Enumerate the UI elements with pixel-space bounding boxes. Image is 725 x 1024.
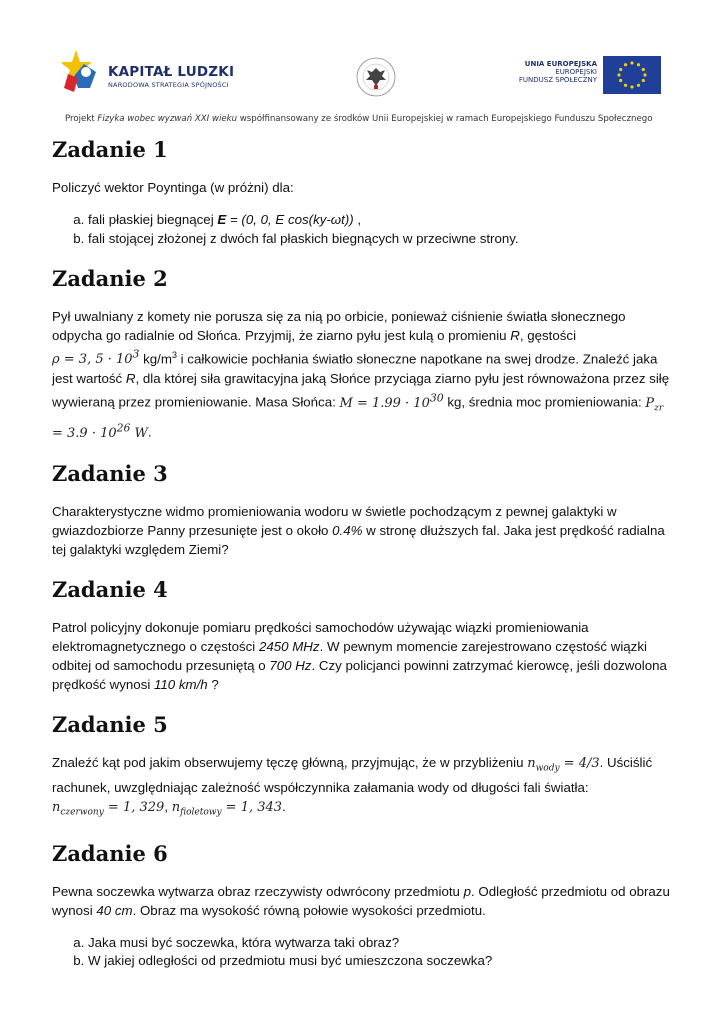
eu-line-2: EUROPEJSKI	[555, 68, 597, 76]
task-title: Zadanie 2	[52, 266, 168, 291]
kapital-ludzki-logo	[62, 48, 262, 98]
task-title: Zadanie 1	[52, 137, 168, 162]
task-text: Pewna soczewka wytwarza obraz rzeczywisty odwrócony przedmiotu p. Odległość przedmiotu od obrazu wynosi 40 cm. Obraz ma wysokość równą połowie wysokości przedmiotu.	[52, 883, 670, 918]
eu-flag-icon	[603, 56, 661, 94]
kapital-ludzki-star-icon	[62, 48, 102, 94]
task-list	[52, 934, 677, 971]
vector-e: E	[217, 212, 227, 227]
list-item	[88, 211, 677, 230]
kapital-ludzki-title: KAPITAŁ LUDZKI	[108, 64, 235, 80]
page-header	[0, 0, 725, 130]
field-equation: = (0, 0, E cos(ky-ωt))	[226, 212, 354, 227]
list-item: b. W jakiej odległości od przedmiotu musi być umieszczona soczewka?	[88, 952, 677, 971]
task-text: Patrol policyjny dokonuje pomiaru prędkości samochodów używając wiązki promieniowania elektromagnetycznego o częstości 2450 MHz. W pewnym momencie zarejestrowano częstość wiązki odbitej od samochodu przesuniętą o 700 Hz. Czy policjanci powinni zatrzymać kierowcę, jeśli dozwolona prędkość wynosi 110 km/h ?	[52, 619, 667, 692]
task-4	[52, 577, 677, 694]
task-3	[52, 461, 677, 559]
sun-power-formula: $P_{zr} = 3.9 \cdot 10^{26}$ W	[52, 395, 664, 441]
water-index-formula: $n_{wody} = 4/3$	[527, 755, 600, 774]
density-formula: ρ = 3, $5 \cdot 10^3$	[52, 348, 140, 368]
sun-mass-formula: $M = 1.99 \cdot 10^{30}$	[339, 391, 444, 411]
task-2	[52, 266, 677, 443]
project-line	[65, 114, 705, 124]
task-text: Pył uwalniany z komety nie porusza się za nią po orbicie, ponieważ ciśnienie światła słonecznego odpycha go radialnie od Słońca. Przyjmij, że ziarno pyłu jest kulą o promieniu R, gęstości ρ = 3, $5 \cdot 10^3$ $kg/m^3$ i całkowicie pochłania światło słoneczne napotkane na swej drodze. Znaleźć jaka jest wartość R, dla której siła grawitacyjna jaką Słońce przyciąga ziarno pyłu jest równoważona przez siłę wywieraną przez promieniowanie. Masa Słońca: $M = 1.99 \cdot 10^{30}$ kg, średnia moc promieniowania: $P_{zr} = 3.9 \cdot 10^{26}$ W.	[52, 309, 670, 441]
task-title: Zadanie 5	[52, 711, 168, 737]
project-title: Fizyka wobec wyzwań XXI wieku	[97, 114, 238, 124]
project-suffix: współfinansowany ze środków Unii Europejskiej w ramach Europejskiego Funduszu Społecznego	[237, 114, 653, 124]
task-title: Zadanie 3	[52, 460, 168, 486]
red-index-formula: $n_{czerwony} = 1$, 329	[52, 800, 165, 818]
violet-index-formula: $n_{fioletowy} = 1$, 343	[171, 800, 283, 818]
task-list	[52, 211, 677, 248]
list-item-text: ,	[353, 212, 362, 227]
kapital-ludzki-subtitle: NARODOWA STRATEGIA SPÓJNOŚCI	[108, 81, 229, 89]
task-6	[52, 841, 677, 971]
list-item: b. fali stojącej złożonej z dwóch fal płaskich biegnących w przeciwne strony.	[88, 230, 677, 249]
list-item-text: fali płaskiej biegnącej	[88, 212, 218, 227]
eu-line-1: UNIA EUROPEJSKA	[524, 60, 597, 68]
list-item: a. Jaka musi być soczewka, która wytwarza taki obraz?	[88, 934, 677, 953]
task-text: Charakterystyczne widmo promieniowania wodoru w świetle pochodzącym z pewnej galaktyki w gwiazdozbiorze Panny przesunięte jest o około 0.4% w stronę dłuższych fal. Jaka jest prędkość radialna tej galaktyki względem Ziemi?	[52, 503, 665, 557]
project-prefix: Projekt	[65, 114, 98, 124]
task-text: Znaleźć kąt pod jakim obserwujemy tęczę główną, przyjmując, że w przybliżeniu $n_{wody} = 4/3$. Uściślić rachunek, uwzględniając zależność współczynnika załamania wody od długości fali światła: $n_{czerwony} = 1$, 329, $n_{fioletowy} = 1$, 343.	[52, 754, 653, 818]
task-title: Zadanie 4	[52, 576, 168, 602]
task-text: Policzyć wektor Poyntinga (w próżni) dla:	[52, 180, 294, 195]
task-title: Zadanie 6	[52, 840, 168, 866]
eu-text-block	[505, 60, 597, 84]
task-5	[52, 712, 677, 823]
university-seal-icon	[355, 56, 397, 98]
task-1	[52, 137, 677, 248]
eu-line-3: FUNDUSZ SPOŁECZNY	[518, 76, 597, 84]
tasks-content	[52, 137, 677, 989]
